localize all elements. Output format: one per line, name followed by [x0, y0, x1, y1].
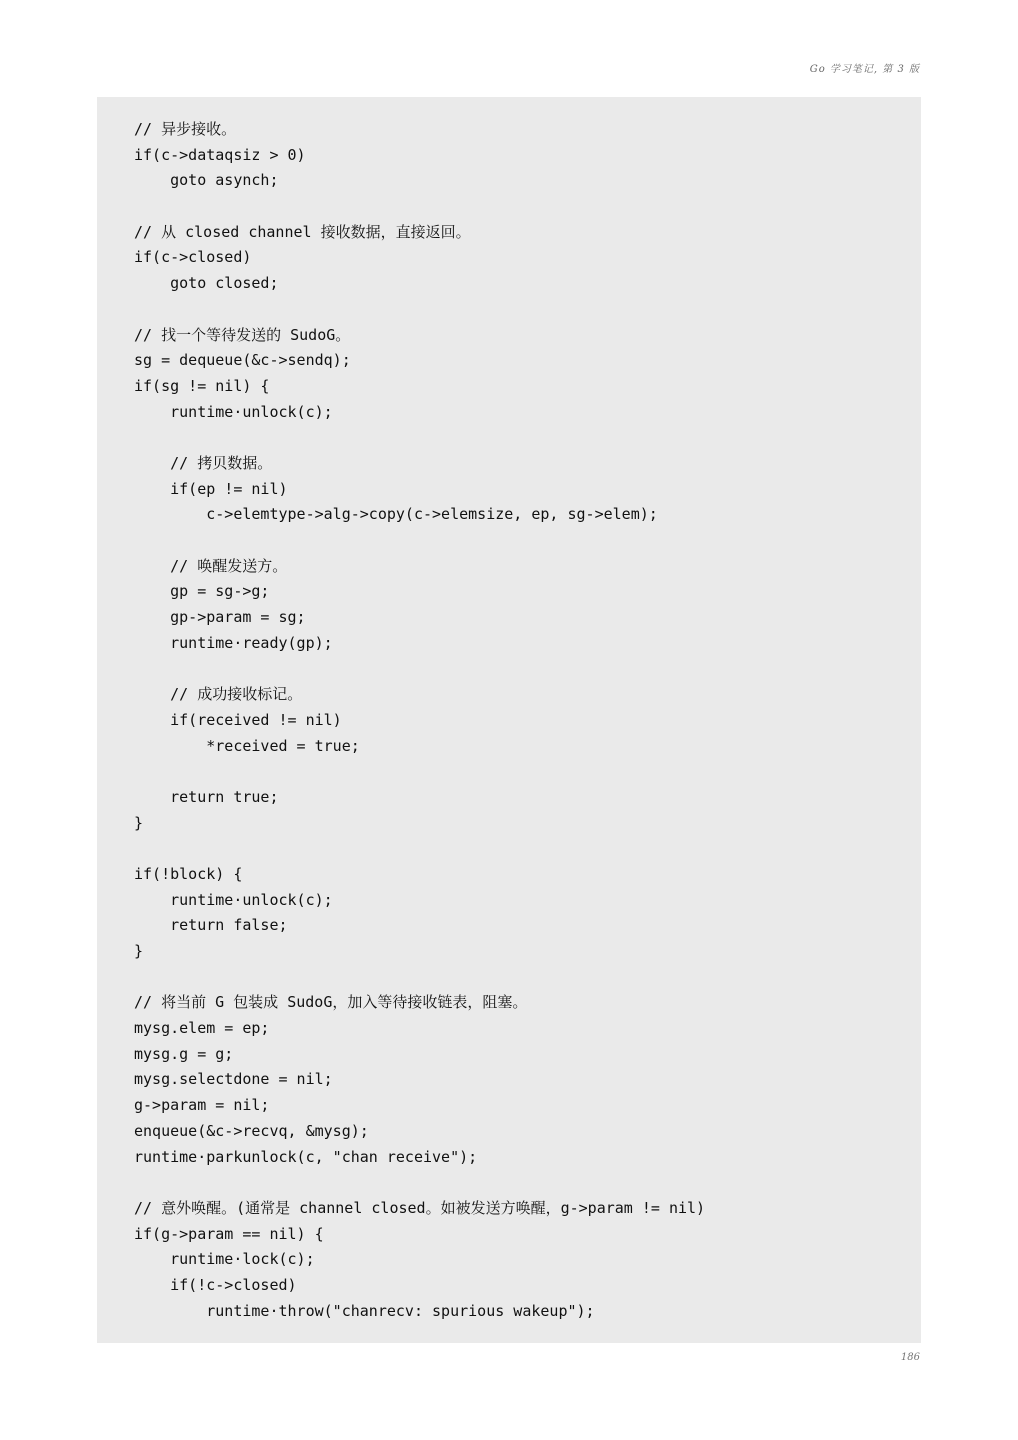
code-line: mysg.selectdone = nil;: [134, 1070, 333, 1089]
code-block: [97, 97, 921, 1343]
code-line: g->param = nil;: [134, 1096, 270, 1115]
code-line: [134, 425, 921, 451]
code-line: if(c->dataqsiz > 0): [134, 145, 306, 164]
code-line: if(sg != nil) {: [134, 376, 270, 395]
code-line: return false;: [134, 916, 288, 935]
code-line: if(!block) {: [134, 864, 243, 883]
code-line: [134, 759, 921, 785]
code-line: // 从 closed channel 接收数据，直接返回。: [134, 222, 471, 241]
code-line: sg = dequeue(&c->sendq);: [134, 351, 351, 370]
code-line: goto closed;: [134, 274, 279, 293]
running-header: Go 学习笔记, 第 3 版: [809, 64, 920, 75]
code-line: // 意外唤醒。(通常是 channel closed。如被发送方唤醒，g->param != nil): [134, 1198, 706, 1217]
code-line: [134, 297, 921, 323]
code-line: [134, 1170, 921, 1196]
code-line: runtime·throw("chanrecv: spurious wakeup");: [134, 1301, 595, 1320]
code-line: [134, 194, 921, 220]
code-line: // 异步接收。: [134, 120, 237, 138]
code-line: if(c->closed): [134, 248, 252, 267]
code-line: // 拷贝数据。: [134, 453, 273, 472]
code-line: mysg.g = g;: [134, 1044, 234, 1063]
code-line: }: [134, 942, 144, 960]
code-line: [134, 656, 921, 682]
code-line: runtime·lock(c);: [134, 1250, 315, 1269]
code-line: if(!c->closed): [134, 1275, 297, 1294]
code-line: }: [134, 813, 144, 832]
code-line: return true;: [134, 787, 279, 806]
code-line: [134, 528, 921, 554]
code-line: c->elemtype->alg->copy(c->elemsize, ep, sg->elem);: [134, 505, 658, 524]
code-line: // 将当前 G 包装成 SudoG，加入等待接收链表，阻塞。: [134, 993, 528, 1012]
page-number: 186: [900, 1352, 920, 1363]
code-line: if(g->param == nil) {: [134, 1224, 324, 1243]
code-line: runtime·unlock(c);: [134, 402, 333, 421]
code-line: runtime·unlock(c);: [134, 890, 333, 909]
code-line: mysg.elem = ep;: [134, 1019, 270, 1038]
code-line: if(ep != nil): [134, 479, 288, 498]
code-line: *received = true;: [134, 736, 360, 755]
code-line: [134, 836, 921, 862]
code-line: runtime·ready(gp);: [134, 633, 333, 652]
code-line: // 成功接收标记。: [134, 685, 303, 704]
code-line: goto asynch;: [134, 171, 279, 190]
code-line: [134, 965, 921, 991]
code-line: runtime·parkunlock(c, "chan receive");: [134, 1147, 478, 1166]
code-line: gp = sg->g;: [134, 582, 270, 601]
code-line: // 找一个等待发送的 SudoG。: [134, 325, 351, 344]
code-line: // 唤醒发送方。: [134, 556, 288, 575]
code-line: enqueue(&c->recvq, &mysg);: [134, 1121, 369, 1140]
code-line: gp->param = sg;: [134, 608, 306, 627]
code-line: if(received != nil): [134, 710, 342, 729]
